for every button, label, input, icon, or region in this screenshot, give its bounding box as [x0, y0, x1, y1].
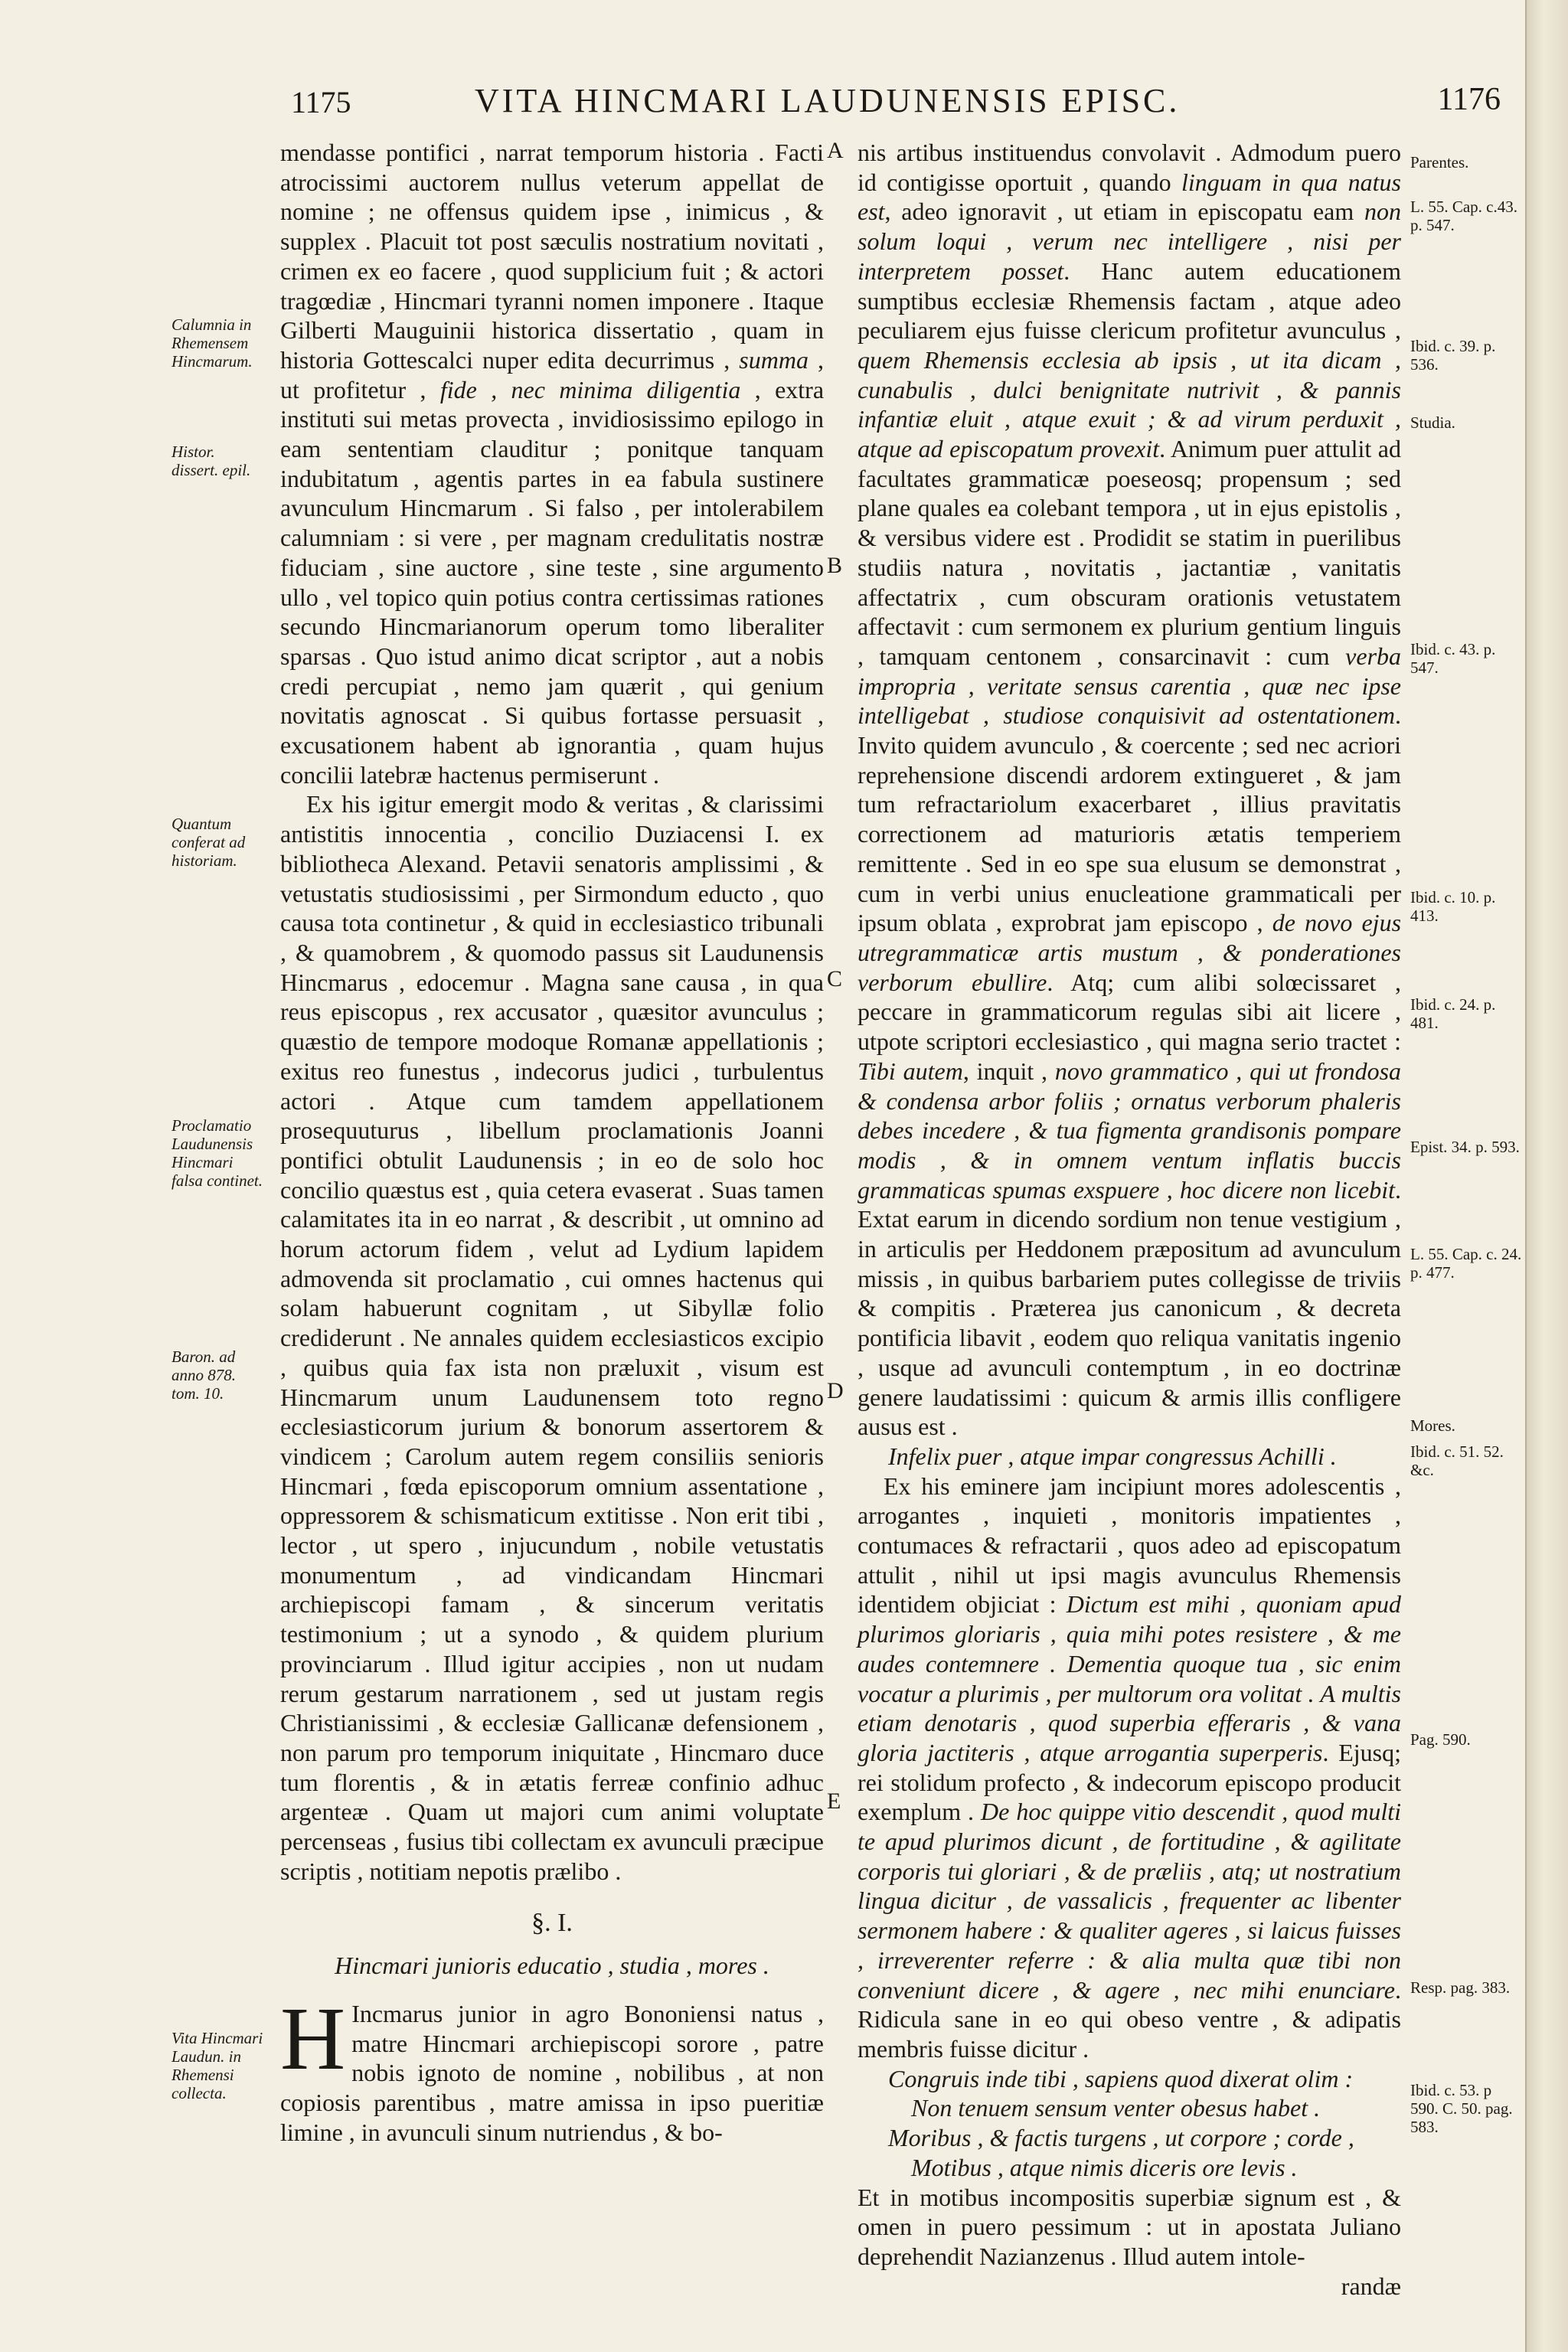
- verse-line: Non tenuem sensum venter obesus habet .: [911, 2094, 1321, 2122]
- margin-note-right: Ibid. c. 43. p. 547.: [1410, 640, 1496, 677]
- section-number: §. I.: [531, 1909, 573, 1938]
- page-number-left: 1175: [291, 85, 351, 119]
- margin-note-right: Ibid. c. 39. p. 536.: [1410, 337, 1496, 374]
- margin-note-left: Baron. ad anno 878. tom. 10.: [172, 1348, 236, 1403]
- margin-note-right: Studia.: [1410, 413, 1455, 432]
- margin-note-right: Ibid. c. 53. p 590. C. 50. pag. 583.: [1410, 2081, 1513, 2136]
- running-header: [291, 70, 1501, 124]
- paragraph: Et in motibus incompositis superbiæ signum est , & omen in puero pessimum : ut in apostata Juliano deprehendit Nazianzenus . Illud autem intole-: [858, 2183, 1401, 2270]
- paragraph: H Incmarus junior in agro Bononiensi natus , matre Hincmari archiepiscopi sorore , patre nobis ignoto de nomine , nobilibus , at non copiosis parentibus , matre amissa in ipso pueritiæ limine , in avunculi sinum nutriendus , & bo-: [280, 1988, 824, 2146]
- paragraph: Ex his igitur emergit modo & veritas , & clarissimi antistitis innocentia , concilio Duziacensi I. ex bibliotheca Alexand. Petavii senatoris amplissimi , & vetustatis studiosissimi , per Sirmondum educto , quo causa tota continetur , & quid in ecclesiastico tribunali , & quamobrem , & quomodo passus sit Laudunensis Hincmarus , edocemur . Magna sane causa , in qua reus episcopus , rex accusator , quæsitor avunculus ; quæstio de tempore modoque Romanæ appellationis ; exitus reo funestus , indecorus judici , turbulentus actori . Atque cum tamdem appellationem prosequuturus , libellum proclamationis Joanni pontifici obtulit Laudunensis ; in eo de solo hoc concilio quæstus est , quia cetera evaserat . Suas tamen calamitates ita in eo narrat , & describit , ut omnino ad horum actorum fidem , velut ad Lydium lapidem admovenda sit proclamatio , cui omnes hactenus qui solam habuerunt cognitam , ut Sibyllæ folio crediderunt . Ne annales quidem ecclesiasticos excipio , quibus quia fax ista non præluxit , visum est Hincmarum unum Laudunensem toto regno ecclesiasticorum jurium & bonorum assertorem & vindicem ; Carolum autem regem consiliis senioris Hincmari , fœda episcoporum omnium assentatione , oppressorem & schismaticum extitisse . Non erit tibi , lector , ut spero , injucundum , nobile vetustatis monumentum , ad vindicandam Hincmari archiepiscopi famam , & sincerum veritatis testimonium ; ut a synodo , & quidem plurium provinciarum . Illud igitur accipies , non ut nudam rerum gestarum narrationem , sed ut justam regis Christianissimi , & ecclesiæ Gallicanæ defensionem , non parum pro temporum iniquitate , Hincmaro duce tum florentis , & in ætatis ferreæ confinio adhuc argenteæ . Quam ut majori cum animi voluptate percenseas , fusius tibi collectam ex avunculi præcipue scriptis , notitiam nepotis prælibo .: [280, 790, 824, 1885]
- section-letter: A: [827, 138, 844, 163]
- verse-line: Infelix puer , atque impar congressus Achilli .: [888, 1442, 1337, 1470]
- margin-note-right: L. 55. Cap. c.43. p. 547.: [1410, 198, 1517, 234]
- left-column: [280, 138, 824, 2147]
- margin-note-left: Histor. dissert. epil.: [172, 443, 251, 479]
- verse-line: Congruis inde tibi , sapiens quod dixerat olim :: [888, 2064, 1354, 2092]
- right-column: [858, 138, 1401, 2301]
- margin-note-right: Ibid. c. 24. p. 481.: [1410, 995, 1496, 1032]
- section-letter: B: [827, 553, 843, 578]
- section-letter: C: [827, 966, 843, 991]
- margin-note-right: Resp. pag. 383.: [1410, 1978, 1511, 1997]
- drop-cap: H: [280, 1988, 346, 2089]
- margin-note-left: Vita Hincmari Laudun. in Rhemensi collecta.: [172, 2029, 263, 2102]
- margin-note-right: Epist. 34. p. 593.: [1410, 1138, 1520, 1156]
- section-letter: D: [827, 1378, 844, 1403]
- margin-note-left: Quantum conferat ad historiam.: [172, 815, 246, 870]
- next-page-edge: [1525, 0, 1568, 2352]
- margin-note-right: Ibid. c. 51. 52. &c.: [1410, 1442, 1504, 1479]
- margin-note-right: Pag. 590.: [1410, 1730, 1471, 1749]
- page-title: VITA HINCMARI LAUDUNENSIS EPISC.: [475, 82, 1181, 119]
- margin-note-right: Mores.: [1410, 1416, 1455, 1435]
- margin-note-left: Proclamatio Laudunensis Hincmari falsa continet.: [172, 1116, 263, 1190]
- section-title: Hincmari junioris educatio , studia , mores .: [335, 1952, 769, 1980]
- verse-line: Moribus , & factis turgens , ut corpore ; corde ,: [888, 2124, 1354, 2152]
- margin-note-right: Ibid. c. 10. p. 413.: [1410, 888, 1496, 925]
- paragraph: Ex his eminere jam incipiunt mores adolescentis , arrogantes , inquieti , monitoris impatientes , contumaces & refractarii , quos adeo ad episcopatum attulit , nihil ut ipsi magis avunculus Rhemensis identidem objiciat : Dictum est mihi , quoniam apud plurimos gloriaris , quia mihi potes resistere , & me audes contemnere . Dementia quoque tua , sic enim vocatur a plurimis , per multorum ora volitat . A multis etiam denotaris , quod superbia efferaris , & vana gloria jactiteris , atque arrogantia superperis. Ejusq; rei stolidum profecto , & indecorum episcopo producit exemplum . De hoc quippe vitio descendit , quod multi te apud plurimos dicunt , de fortitudine , & agilitate corporis tui gloriari , & de præliis , atq; ut nostratium lingua dicitur , de vassalicis , frequenter ac libenter sermonem habere : & qualiter ageres , si laicus fuisses , irreverenter referre : & alia multa quæ tibi non conveniunt dicere , & agere , nec mihi enunciare. Ridicula sane in eo qui obeso ventre , & adipatis membris fuisse dicitur .: [858, 1472, 1402, 2063]
- paragraph: mendasse pontifici , narrat temporum historia . Facti atrocissimi auctorem nullus veterum appellat de nomine ; ne offensus quidem ipse , inimicus , & supplex . Placuit tot post sæculis nostratium novitati , crimen ex eo facere , quod supplicium fuit ; & actori tragœdiæ , Hincmari tyranni nomen imponere . Itaque Gilberti Mauguinii historica dissertatio , quam in historia Gottescalci nuper edita decurrimus , summa , ut profitetur , fide , nec minima diligentia , extra instituti sui metas provecta , invidiosissimo epilogo in eam sententiam clauditur ; ponitque tanquam indubitatum , agentis partes in ea fabula sustinere avunculum Hincmarum . Si falso , per intolerabilem calumniam : si vere , per magnam credulitatis nostræ fiduciam , sine auctore , sine teste , sine argumento ullo , vel topico quin potius contra certissimas rationes secundo Hincmarianorum operum tomo liberaliter sparsas . Quo istud animo dicat scriptor , aut a nobis credi percupiat , nemo jam quærit , qui genium novitatis agnoscat . Si quibus fortasse persuasit , excusationem habent ab ignorantia , quam hujus concilii latebræ hactenus permiserunt .: [280, 139, 825, 789]
- margin-note-right: Parentes.: [1410, 153, 1469, 172]
- page-number-right: 1176: [1437, 82, 1501, 117]
- margin-note-right: L. 55. Cap. c. 24. p. 477.: [1410, 1245, 1522, 1282]
- margin-note-left: Calumnia in Rhemensem Hincmarum.: [172, 315, 253, 371]
- paragraph: nis artibus instituendus convolavit . Admodum puero id contigisse oportuit , quando linguam in qua natus est, adeo ignoravit , ut etiam in episcopatu eam non solum loqui , verum nec intelligere , nisi per interpretem posset. Hanc autem educationem sumptibus ecclesiæ Rhemensis factam , atque adeo peculiarem ejus fuisse clericum profitetur avunculus , quem Rhemensis ecclesia ab ipsis , ut ita dicam , cunabulis , dulci benignitate nutrivit , & pannis infantiæ eluit , atque exuit ; & ad virum perduxit , atque ad episcopatum provexit. Animum puer attulit ad facultates grammaticæ poeseosq; propensum ; sed plane quales ea colebant tempora , ut in ejus epistolis , & versibus videre est . Prodidit se statim in puerilibus studiis natura , novitatis , jactantiæ , vanitatis affectatrix , cum obscuram orationis vetustatem affectavit : cum sermonem ex plurium gentium linguis , tamquam centonem , consarcinavit : cum verba impropria , veritate sensus carentia , quæ nec ipse intelligebat , studiose conquisivit ad ostentationem. Invito quidem avunculo , & coercente ; sed nec acriori reprehensione discendi ardorem extingueret , & jam tum refractariolum exacerbaret , illius pravitatis correctionem ad maturioris ætatis temperiem remittente . Sed in eo spe sua elusum se demonstrat , cum in verbi unius enucleatione grammaticali per ipsum oblata , exprobrat jam episcopo , de novo ejus utregrammaticæ artis mustum , & ponderationes verborum ebullire. Atq; cum alibi solœcissaret , peccare in grammaticorum regulas sibi ait licere , utpote scriptori ecclesiastico , qui magna serio tractet : Tibi autem, inquit , novo grammatico , qui ut frondosa & condensa arbor foliis ; ornatus verborum phaleris debes incedere , & tua figmenta grandisonis pompare modis , & in omnem ventum inflatis buccis grammaticas spumas exspuere , hoc dicere non licebit. Extat earum in dicendo sordium non tenue vestigium , in articulis per Heddonem præpositum ad avunculum missis , in quibus barbariem putes collegisse de triviis & compitis . Præterea jus canonicum , & decreta pontificia libavit , eodem quo reliqua vanitatis ingenio , usque ad avunculi contemptum , in eo doctrinæ genere laudatissimi : quicum & armis illis confligere ausus est .: [858, 139, 1402, 1441]
- verse-line: Motibus , atque nimis diceris ore levis .: [911, 2153, 1298, 2181]
- section-letter: E: [827, 1788, 841, 1814]
- catchword: randæ: [1341, 2272, 1401, 2300]
